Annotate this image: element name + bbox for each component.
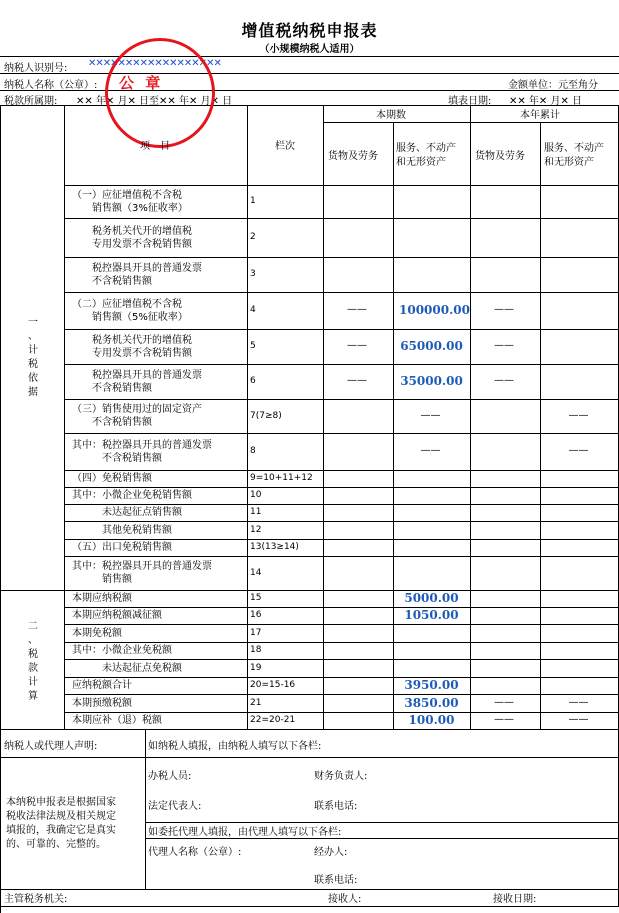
row-label: 本期预缴税额 <box>72 697 132 709</box>
phone-label-2: 联系电话: <box>314 875 358 886</box>
year-goods-dash: —— <box>494 375 514 386</box>
goods-dash: —— <box>347 340 367 351</box>
goods-dash: —— <box>347 375 367 386</box>
row-line-number: 12 <box>250 524 262 535</box>
row-label: （四）免税销售额 <box>72 473 152 484</box>
row-line-number: 17 <box>250 627 262 638</box>
row-line-number: 4 <box>250 305 256 315</box>
row-line-number: 15 <box>250 593 262 603</box>
receive-date-label: 接收日期: <box>493 894 537 905</box>
year-services-dash: —— <box>568 714 589 725</box>
row-label: 其中：小微企业免税额 <box>72 645 172 656</box>
tax-period-label: 税款所属期: <box>4 96 58 107</box>
form-subtitle: （小规模纳税人适用） <box>259 44 360 55</box>
row-label: 税务机关代开的增值税 专用发票不含税销售额 <box>72 225 192 250</box>
services-value: 35000.00 <box>400 374 463 388</box>
row-label: 本期应纳税额减征额 <box>72 610 162 621</box>
col-header-services: 服务、不动产 和无形资产 <box>396 143 456 168</box>
row-line-number: 7(7≥8) <box>250 410 282 421</box>
taxpayer-id-label: 纳税人识别号: <box>4 63 68 74</box>
form-title: 增值税纳税申报表 <box>241 21 378 40</box>
year-services-dash: —— <box>568 445 589 456</box>
services-value: 100000.00 <box>399 303 470 317</box>
row-label: （一）应征增值税不含税 销售额（3%征收率） <box>72 189 188 214</box>
row-label: 本期应纳税额 <box>72 593 132 604</box>
finance-head-label: 财务负责人: <box>314 771 368 782</box>
col-header-item: 项 目 <box>140 141 170 152</box>
col-header-goods: 货物及劳务 <box>328 151 378 162</box>
agent-name-label: 代理人名称（公章）: <box>148 847 242 858</box>
receiver-label: 接收人: <box>328 894 362 905</box>
row-line-number: 2 <box>250 232 256 242</box>
services-value: 1050.00 <box>404 608 459 622</box>
agent-fill-note: 如委托代理人填报，由代理人填写以下各栏: <box>148 827 342 838</box>
row-label: 未达起征点免税额 <box>72 662 182 674</box>
tax-period-value: ✕✕ 年✕ 月✕ 日至✕✕ 年✕ 月✕ 日 <box>76 96 233 107</box>
row-line-number: 3 <box>250 269 256 279</box>
row-label: 其中：税控器具开具的普通发票 销售额 <box>72 561 212 585</box>
row-line-number: 16 <box>250 610 262 620</box>
fill-date-value: ✕✕ 年✕ 月✕ 日 <box>509 96 583 107</box>
year-goods-dash: —— <box>494 714 514 725</box>
tax-authority-label: 主管税务机关: <box>4 894 68 905</box>
row-line-number: 9=10+11+12 <box>250 473 313 483</box>
row-line-number: 21 <box>250 697 262 708</box>
row-label: 本期应补（退）税额 <box>72 715 162 726</box>
col-header-year-goods: 货物及劳务 <box>475 151 525 162</box>
row-label: 税控器具开具的普通发票 不含税销售额 <box>72 262 202 287</box>
row-label: 本期免税额 <box>72 627 122 639</box>
section-tax-basis-label: 一 、 计 税 依 据 <box>28 317 38 398</box>
row-label: （三）销售使用过的固定资产 不含税销售额 <box>72 404 202 428</box>
year-goods-dash: —— <box>494 696 514 708</box>
phone-label-1: 联系电话: <box>314 801 358 812</box>
col-header-current-period: 本期数 <box>376 110 406 121</box>
row-line-number: 19 <box>250 662 262 673</box>
row-line-number: 11 <box>250 507 262 517</box>
year-services-dash: —— <box>568 409 589 421</box>
services-value: 100.00 <box>408 713 455 727</box>
services-dash: —— <box>420 445 441 456</box>
col-header-year-services: 服务、不动产 和无形资产 <box>544 143 604 168</box>
row-line-number: 10 <box>250 490 262 500</box>
year-goods-dash: —— <box>494 304 514 315</box>
legal-rep-label: 法定代表人: <box>148 801 202 812</box>
row-line-number: 14 <box>250 567 262 578</box>
declaration-label: 纳税人或代理人声明: <box>4 741 98 752</box>
row-line-number: 18 <box>250 645 262 655</box>
taxpayer-id-value: ✕✕✕✕✕✕✕✕✕✕✕✕✕✕✕✕✕✕ <box>88 58 221 69</box>
col-header-year-total: 本年累计 <box>520 110 560 121</box>
row-label: （五）出口免税销售额 <box>72 542 172 553</box>
fill-date-label: 填表日期: <box>448 96 492 107</box>
year-services-dash: —— <box>568 696 589 708</box>
row-line-number: 22=20-21 <box>250 715 296 725</box>
row-label: 其中：小微企业免税销售额 <box>72 490 192 501</box>
services-value: 3950.00 <box>404 678 459 692</box>
currency-unit: 金额单位：元至角分 <box>508 80 598 91</box>
row-label: 税务机关代开的增值税 专用发票不含税销售额 <box>72 334 192 359</box>
services-value: 3850.00 <box>404 695 459 710</box>
row-label: 税控器具开具的普通发票 不含税销售额 <box>72 369 202 394</box>
handler-label: 经办人: <box>314 847 348 858</box>
services-value: 65000.00 <box>400 339 463 353</box>
services-dash: —— <box>420 409 441 421</box>
taxpayer-name-label: 纳税人名称（公章）: <box>4 80 98 91</box>
row-line-number: 20=15-16 <box>250 680 296 690</box>
row-label: 未达起征点销售额 <box>72 507 182 518</box>
seal-text: 公 章 <box>119 74 164 92</box>
row-label: （二）应征增值税不含税 销售额（5%征收率） <box>72 298 188 323</box>
declaration-text: 本纳税申报表是根据国家 税收法律法规及相关规定 填报的，我确定它是真实 的、可靠的、完整的。 <box>6 797 116 850</box>
year-goods-dash: —— <box>494 340 514 351</box>
goods-dash: —— <box>347 304 367 315</box>
row-line-number: 1 <box>250 196 256 206</box>
row-line-number: 13(13≥14) <box>250 542 299 552</box>
section-tax-calc-label: 二 、 税 款 计 算 <box>28 621 38 702</box>
company-seal <box>105 38 215 148</box>
row-label: 应纳税额合计 <box>72 680 132 691</box>
row-line-number: 6 <box>250 376 256 386</box>
row-label: 其他免税销售额 <box>72 524 172 536</box>
row-line-number: 8 <box>250 446 256 456</box>
row-line-number: 5 <box>250 341 256 351</box>
row-label: 其中：税控器具开具的普通发票 不含税销售额 <box>72 439 212 464</box>
col-header-line-no: 栏次 <box>275 141 295 152</box>
tax-officer-label: 办税人员: <box>148 771 192 782</box>
self-fill-note: 如纳税人填报，由纳税人填写以下各栏: <box>148 741 322 752</box>
services-value: 5000.00 <box>404 591 459 605</box>
